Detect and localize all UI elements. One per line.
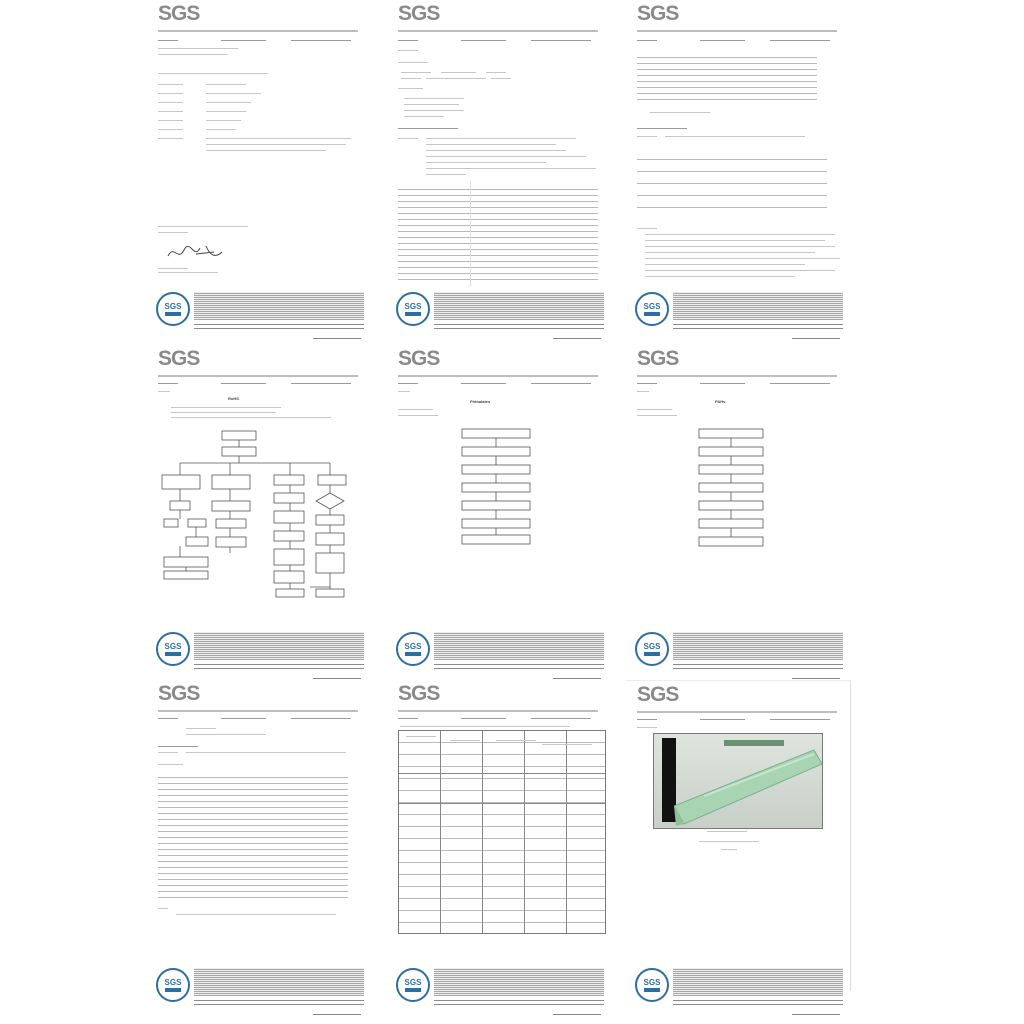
result-table	[637, 148, 827, 216]
pahs-flowchart	[689, 427, 789, 557]
report-page-7	[146, 680, 371, 990]
sgs-seal: SGS	[635, 292, 669, 326]
sgs-seal: SGS	[635, 968, 669, 1002]
result-rows	[398, 184, 598, 284]
rohs-flowchart	[160, 429, 360, 601]
report-page-8	[386, 680, 611, 990]
sgs-seal: SGS	[156, 292, 190, 326]
sgs-logo: SGS	[637, 683, 679, 706]
sgs-logo: SGS	[398, 682, 440, 705]
sgs-logo: SGS	[158, 347, 200, 370]
header-rule	[158, 30, 358, 32]
sgs-seal: SGS	[156, 968, 190, 1002]
footer-6	[625, 620, 850, 682]
label-sticker	[724, 740, 784, 746]
sgs-seal: SGS	[396, 632, 430, 666]
footer-2	[386, 280, 611, 342]
sgs-logo: SGS	[398, 347, 440, 370]
report-page-5	[386, 345, 611, 655]
report-page-3	[625, 0, 850, 310]
green-angle-profile	[674, 740, 822, 826]
footer-4	[146, 620, 371, 682]
sgs-seal: SGS	[635, 632, 669, 666]
footer-1	[146, 280, 371, 342]
report-page-4	[146, 345, 371, 655]
report-page-1	[146, 0, 371, 310]
footer-7	[146, 958, 371, 1020]
comparison-table	[398, 730, 606, 934]
sample-photo	[653, 733, 823, 829]
footer-5	[386, 620, 611, 682]
phthalates-flowchart	[446, 427, 546, 547]
sgs-seal: SGS	[396, 292, 430, 326]
report-page-2	[386, 0, 611, 310]
sgs-logo: SGS	[637, 2, 679, 25]
sgs-seal: SGS	[156, 632, 190, 666]
footer-3	[625, 280, 850, 342]
footer-9	[625, 958, 850, 1020]
flowchart-title: RoHS	[228, 396, 239, 401]
signature	[166, 242, 226, 264]
sgs-logo: SGS	[158, 2, 200, 25]
report-page-9	[625, 680, 851, 991]
flowchart-title: PAHs	[715, 399, 726, 404]
footer-8	[386, 958, 611, 1020]
flowchart-title: Phthalates	[470, 399, 491, 404]
sgs-logo: SGS	[398, 2, 440, 25]
report-page-6	[625, 345, 850, 655]
sgs-logo: SGS	[637, 347, 679, 370]
result-rows	[158, 772, 348, 902]
sgs-logo: SGS	[158, 682, 200, 705]
sgs-seal: SGS	[396, 968, 430, 1002]
result-rows	[637, 52, 817, 104]
